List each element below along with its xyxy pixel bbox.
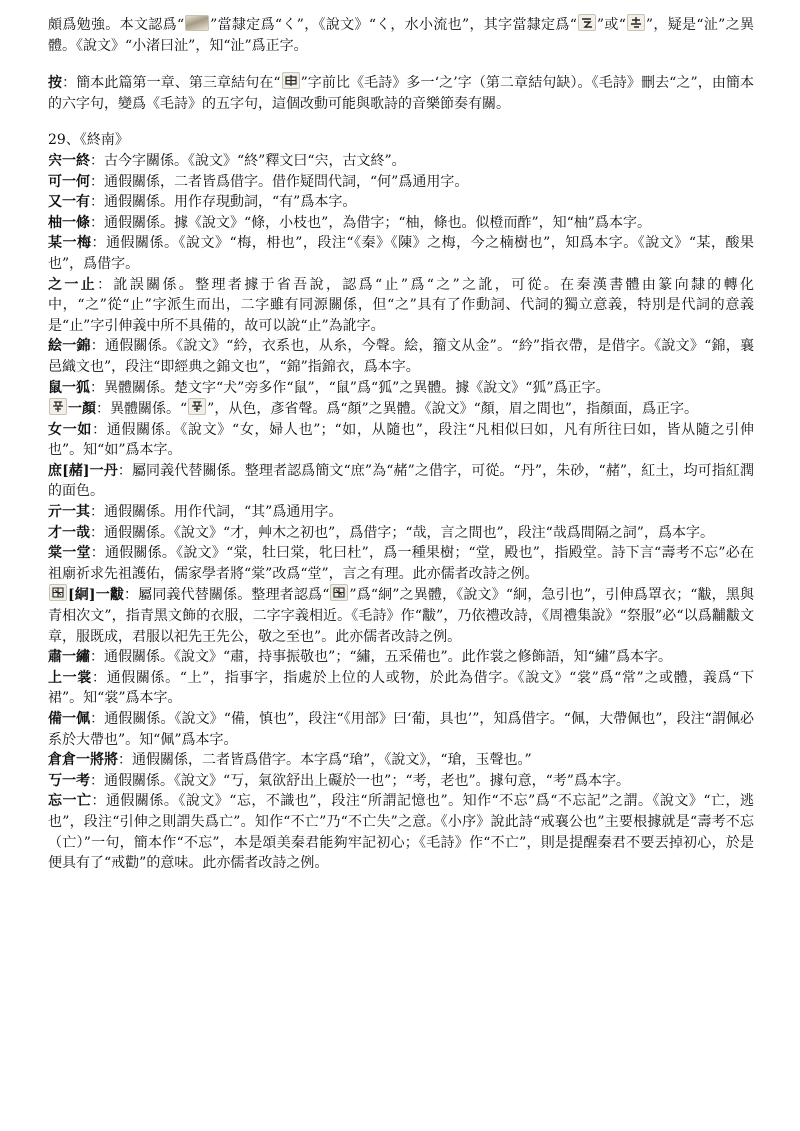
entry-item [48, 709, 754, 750]
entry-text: ：通假關係。“上”，指事字，指處於上位的人或物，於此為借字。《說文》“裳”爲“常”之或體，義爲“下裙”。知“裳”爲本字。 [48, 669, 754, 707]
entry-item [48, 461, 754, 502]
entry-text: ：通假關係。用作代詞，“其”爲通用字。 [90, 504, 343, 521]
entry-item [48, 233, 754, 274]
entry-text: ：通假關係。《說文》“紟，衣系也，从糸，今聲。絵，籀文从金”。“紟”指衣帶，是借字。《說文》“錦，襄邑織文也”，段注“即經典之錦文也”，“錦”指錦衣，爲本字。 [48, 338, 755, 375]
note-text-1: ：簡本此篇第一章、第三章結句在“ [62, 75, 281, 92]
entry-term: 肅一繡 [48, 649, 90, 666]
entry-text: ：通假關係，二者皆爲借字。借作疑問代詞，“何”爲通用字。 [90, 173, 469, 190]
ancient-character-image [185, 15, 209, 31]
entry-term: 絵一錦 [48, 338, 91, 355]
entry-term: 上一裳 [48, 669, 92, 686]
ancient-character-image [49, 584, 67, 601]
intro-paragraph [48, 14, 754, 56]
entry-term: 宍一終 [48, 152, 90, 169]
note-label: 按 [48, 75, 63, 92]
entry-text: ：通假關係。《說文》“女，婦人也”；“如，从隨也”，段注“凡相似曰如，凡有所往曰如，皆从隨之引伸也”。知“如”爲本字。 [48, 421, 754, 459]
entry-term: 亓一其 [48, 504, 90, 521]
paragraph-gap [48, 56, 754, 72]
intro-text-1: 頗爲勉強。本文認爲“ [48, 17, 185, 33]
note-paragraph [48, 72, 754, 114]
entry-text: ：通假關係。《說文》“才，艸木之初也”，爲借字；“哉，言之間也”，段注“哉爲間隔之詞”，爲本字。 [90, 524, 714, 541]
entry-text: ：通假關係。《說文》“忘，不識也”，段注“所謂記憶也”。知作“不忘”爲“不忘記”之謂。《說文》“亡，逃也”，段注“引伸之則謂失爲亡”。知作“不亡”乃“不亡失”之意。《小序》說此詩“戒襄公也”主要根據就是“壽考不忘（亡）”一句，簡本作“不忘”，本是頌美秦君能夠牢記初心；《毛詩》作“不亡”，則是提醒秦君不要丟掉初心，於是便具有了“戒勸”的意味。此亦儒者改詩之例。 [48, 793, 754, 872]
entry-text: ：屬同義代替關係。整理者認爲“ [124, 587, 330, 604]
note-text-2: ”字前比《毛詩》多一‘之’字（第二章結句缺）。《毛詩》刪去“之”，由簡本的六字句，變爲《毛詩》的五字句，這個改動可能與歌詩的音樂節奏有關。 [48, 75, 754, 112]
entry-text: ：訛誤關係。整理者據于省吾說，認爲“止”爲“之”之訛，可從。在秦漢書體由篆向隸的轉化中，“之”從“止”字派生而出，二字雖有同源關係，但“之”具有了作動詞、代詞的獨立意義，特別是代詞的意義是“止”字引伸義中所不具備的，故可以說“止”為訛字。 [48, 276, 755, 334]
entry-text: ：通假關係。用作存現動詞，“有”爲本字。 [90, 194, 357, 211]
entry-text: ：通假關係。《說文》“梅，枏也”，段注“《秦》《陳》之梅，今之楠樹也”，知爲本字。《說文》“某，酸果也”，爲借字。 [48, 235, 754, 272]
entry-item [48, 213, 754, 234]
entry-item [48, 336, 754, 377]
entry-term: 丂一考 [48, 772, 90, 789]
entry-term: 鼠一狐 [48, 379, 90, 396]
entry-text: ”，从色，彥省聲。爲“顏”之異體。《說文》“顏，眉之間也”，指顏面，爲正字。 [207, 401, 698, 418]
entry-item [48, 647, 754, 668]
section-title: 29、《終南》 [48, 132, 129, 149]
entry-item [48, 275, 754, 337]
entry-text: ：通假關係，二者皆爲借字。本字爲“瑲”，《說文》，“瑲，玉聲也。” [118, 752, 532, 769]
entry-term: 可一何 [48, 173, 90, 190]
entry-term: 之一止 [48, 276, 98, 293]
entry-text: ：異體關係。楚文字“犬”旁多作“鼠”，“鼠”爲“狐”之異體。據《說文》“狐”爲正字。 [90, 379, 610, 396]
entry-text: ：通假關係。《說文》“丂，氣欲舒出上礙於一也”；“考，老也”。據句意，“考”爲本字。 [90, 772, 630, 789]
entry-term: 備一佩 [48, 711, 91, 727]
entry-text: ：屬同義代替關係。整理者認爲簡文“庶”為“赭”之借字，可從。“丹”，朱砂，“赭”，紅土，均可指紅潤的面色。 [48, 462, 754, 500]
entry-item [48, 172, 754, 193]
entry-text: ：通假關係。《說文》“肅，持事振敬也”；“繡，五采備也”。此作裳之修飾語，知“繡”爲本字。 [90, 649, 672, 666]
entry-term: 棠一堂 [48, 545, 91, 562]
entry-item [48, 668, 754, 709]
ancient-character-image [578, 14, 596, 31]
entry-item [48, 502, 754, 523]
entry-item [48, 750, 754, 771]
entry-item [48, 420, 754, 461]
ancient-character-image [282, 72, 300, 89]
entry-item [48, 398, 754, 420]
entry-item [48, 378, 754, 399]
entry-item [48, 192, 754, 213]
document-page [48, 14, 754, 874]
entry-text: ”爲“絅”之異體，《說文》“絅，急引也”，引伸爲罩衣；“黻，黑與青相次文”，指青黑文飾的衣服，二字字義相近。《毛詩》作“黻”，乃依禮改詩，《周禮集說》“祭服”必“以爲黼黻文章，服既成，君服以祀先王先公，敬之至也”。此亦儒者改詩之例。 [48, 587, 754, 645]
entry-term: 一顏 [68, 401, 96, 418]
entry-item [48, 151, 754, 172]
entry-term: 忘一亡 [48, 793, 92, 810]
intro-text-4: ”，疑是“沚”之異體。《說文》“小渚曰沚”，知“沚”爲正字。 [48, 17, 754, 54]
entry-item [48, 523, 754, 544]
paragraph-gap [48, 114, 754, 130]
entry-item [48, 771, 754, 792]
intro-text-2: ”當隸定爲“く”，《說文》“く，水小流也”，其字當隸定爲“ [210, 17, 577, 33]
entry-item [48, 543, 754, 584]
entry-term: 倉倉一將將 [48, 752, 118, 769]
entry-term: 某一梅 [48, 235, 92, 252]
entry-text: ：古今字關係。《說文》“終”釋文曰“宍，古文終”。 [90, 152, 406, 169]
entry-item [48, 791, 754, 873]
entry-term: [絅]一黻 [68, 587, 125, 604]
entry-text: ：異體關係。“ [96, 401, 188, 418]
entry-term: 女一如 [48, 421, 93, 438]
entry-term: 又一有 [48, 194, 90, 211]
intro-text-3: ”或“ [596, 17, 626, 33]
entry-text: ：通假關係。據《說文》“條，小枝也”，為借字；“柚，條也。似橙而酢”，知“柚”爲本字。 [90, 214, 651, 231]
entry-term: 才一哉 [48, 524, 90, 541]
entry-list [48, 151, 754, 874]
entry-term: 庶[赭]一丹 [48, 462, 118, 479]
entry-text: ：通假關係。《說文》“棠，牡曰棠，牝曰杜”，爲一種果樹；“堂，殿也”，指殿堂。詩下言“壽考不忘”必在祖廟祈求先祖護佑，儒家學者將“棠”改爲“堂”，言之有理。此亦儒者改詩之例。 [48, 545, 754, 582]
ancient-character-image [49, 398, 67, 415]
ancient-character-image [188, 398, 206, 415]
ancient-character-image [330, 584, 348, 601]
entry-item [48, 584, 754, 647]
ancient-character-image [627, 14, 645, 31]
entry-text: ：通假關係。《說文》“備，慎也”，段注“《用部》曰‘葡，具也’”，知爲借字。“佩，大帶佩也”，段注“謂佩必系於大帶也”。知“佩”爲本字。 [48, 711, 755, 748]
entry-term: 柚一條 [48, 214, 90, 231]
